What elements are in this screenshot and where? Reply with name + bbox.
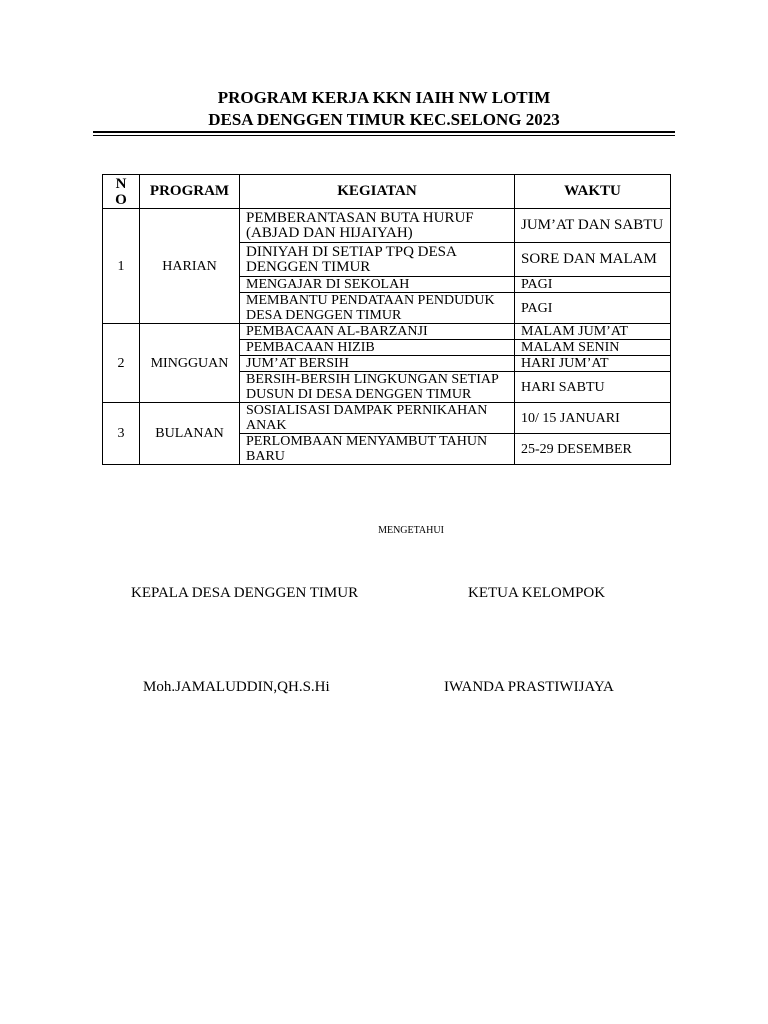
activity-cell: PEMBERANTASAN BUTA HURUF (ABJAD DAN HIJAIYAH) (240, 209, 515, 243)
row-number: 3 (103, 403, 140, 465)
village-head-name: Moh.JAMALUDDIN,QH.S.Hi (143, 679, 330, 695)
row-number: 1 (103, 209, 140, 324)
header-program: PROGRAM (140, 175, 240, 209)
time-cell: PAGI (515, 293, 671, 324)
header-time: WAKTU (515, 175, 671, 209)
title-divider-thick (93, 131, 675, 133)
group-leader-title: KETUA KELOMPOK (468, 585, 606, 601)
activity-cell: JUM’AT BERSIH (240, 356, 515, 372)
activity-cell: SOSIALISASI DAMPAK PERNIKAHAN ANAK (240, 403, 515, 434)
header-activity: KEGIATAN (240, 175, 515, 209)
table-row (103, 209, 671, 243)
row-number: 2 (103, 324, 140, 403)
table-row (103, 324, 671, 340)
title-divider-thin (93, 135, 675, 136)
program-name: BULANAN (140, 403, 240, 465)
program-name: MINGGUAN (140, 324, 240, 403)
time-cell: 10/ 15 JANUARI (515, 403, 671, 434)
time-cell: MALAM SENIN (515, 340, 671, 356)
time-cell: MALAM JUM’AT (515, 324, 671, 340)
activity-cell: MENGAJAR DI SEKOLAH (240, 277, 515, 293)
time-cell: 25-29 DESEMBER (515, 434, 671, 465)
activity-cell: BERSIH-BERSIH LINGKUNGAN SETIAP DUSUN DI DESA DENGGEN TIMUR (240, 372, 515, 403)
table-row (103, 403, 671, 434)
time-cell: HARI SABTU (515, 372, 671, 403)
village-head-title: KEPALA DESA DENGGEN TIMUR (131, 585, 359, 601)
time-cell: JUM’AT DAN SABTU (515, 209, 671, 243)
activity-cell: PEMBACAAN AL-BARZANJI (240, 324, 515, 340)
program-name: HARIAN (140, 209, 240, 324)
acknowledged-label: MENGETAHUI (378, 525, 444, 536)
time-cell: SORE DAN MALAM (515, 243, 671, 277)
group-leader-name: IWANDA PRASTIWIJAYA (444, 679, 614, 695)
header-no: N O (103, 175, 140, 209)
activity-cell: PERLOMBAAN MENYAMBUT TAHUN BARU (240, 434, 515, 465)
table-header-row (103, 175, 671, 209)
activity-cell: PEMBACAAN HIZIB (240, 340, 515, 356)
time-cell: HARI JUM’AT (515, 356, 671, 372)
document-title-line2: DESA DENGGEN TIMUR KEC.SELONG 2023 (208, 110, 560, 129)
activity-cell: MEMBANTU PENDATAAN PENDUDUK DESA DENGGEN TIMUR (240, 293, 515, 324)
activity-cell: DINIYAH DI SETIAP TPQ DESA DENGGEN TIMUR (240, 243, 515, 277)
time-cell: PAGI (515, 277, 671, 293)
document-title-line1: PROGRAM KERJA KKN IAIH NW LOTIM (217, 88, 551, 107)
program-table (102, 174, 671, 465)
